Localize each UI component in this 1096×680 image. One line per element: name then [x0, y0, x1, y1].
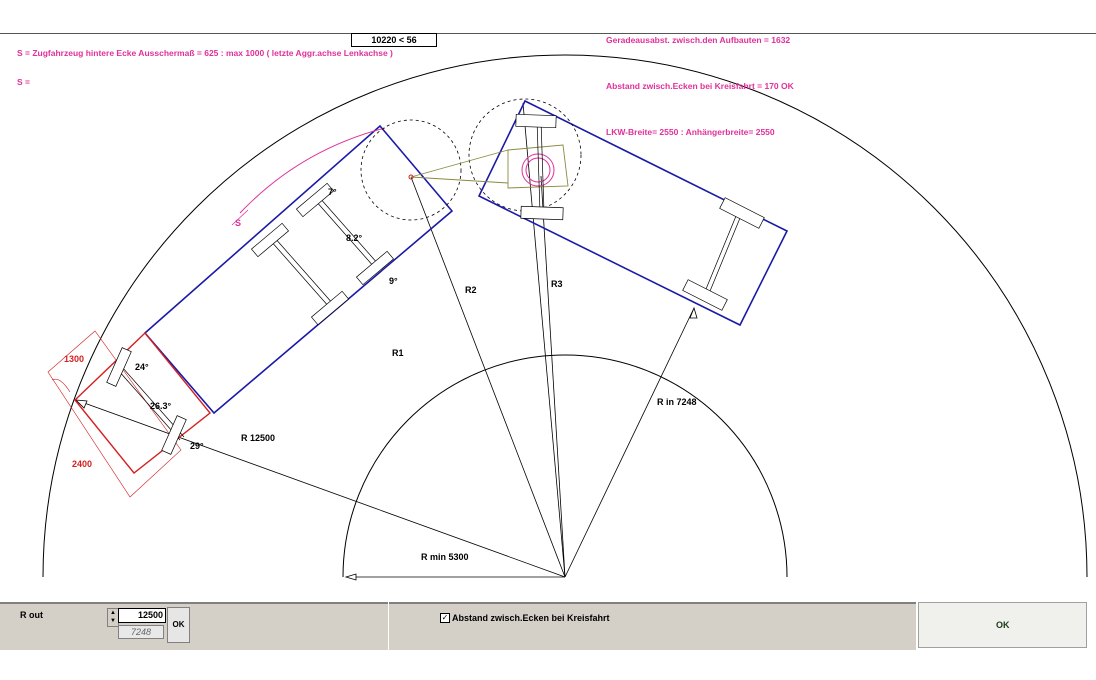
truck-wheel-2: [311, 291, 348, 324]
s-marker: S: [235, 218, 242, 228]
info-geradeausabstand: Geradeausabst. zwisch.den Aufbauten = 1632: [606, 35, 791, 45]
info-abstand-ecken: Abstand zwisch.Ecken bei Kreisfahrt = 170 OK: [606, 81, 794, 91]
truck-axle-1b: [274, 237, 334, 305]
info-ausschermass: S = Zugfahrzeug hintere Ecke Ausschermaß = 625 : max 1000 ( letzte Aggr.achse Lenkachse ): [17, 48, 393, 58]
label-r-in: R in 7248: [657, 397, 697, 407]
dim-2400: 2400: [72, 459, 93, 469]
r1-line: [411, 177, 565, 577]
label-r3: R3: [551, 279, 563, 289]
truck-axle-2b: [319, 197, 379, 265]
r-outer-line: [76, 400, 565, 577]
label-r1: R1: [392, 348, 404, 358]
abstand-checkbox[interactable]: ✓: [441, 613, 449, 622]
label-r-outer: R 12500: [241, 433, 276, 443]
spin-down-icon[interactable]: ▼: [110, 618, 116, 624]
angle-8-2: 8.2°: [346, 233, 363, 243]
truck-wheel-4: [356, 251, 393, 284]
ok-main-button[interactable]: OK: [996, 620, 1010, 630]
angle-9: 9°: [389, 276, 398, 286]
trailer-wheel-2: [521, 206, 563, 219]
turntable-ring-inner: [526, 158, 550, 182]
r-min-arrow: [346, 574, 356, 580]
truck-wheel-1: [251, 223, 288, 256]
inner-turning-arc: [343, 355, 787, 577]
radius-input-panel: [0, 602, 388, 650]
trailer-wheel-4: [683, 280, 728, 311]
trailer-wheel-3: [720, 198, 765, 229]
r-in-readonly-field: 7248: [118, 625, 164, 639]
angle-7: 7°: [328, 187, 337, 197]
truck-axle-2: [315, 200, 375, 268]
spin-up-icon[interactable]: ▲: [110, 610, 116, 616]
drawbar-line-1: [411, 150, 508, 177]
label-r-min: R min 5300: [421, 552, 469, 562]
trailer-front-axle: [537, 120, 540, 212]
cab-outline-red: [75, 333, 210, 473]
r-in-line: [565, 308, 694, 577]
truck-body-outline: [145, 126, 452, 413]
trailer-rear-axle: [708, 218, 740, 296]
info-breite: LKW-Breite= 2550 : Anhängerbreite= 2550: [606, 127, 775, 137]
cab-dim-arc: [52, 379, 70, 392]
truck-axle-1: [270, 240, 330, 308]
trailer-rear-axle-b: [704, 216, 736, 294]
abstand-checkbox-label: Abstand zwisch.Ecken bei Kreisfahrt: [452, 613, 610, 623]
label-r2: R2: [465, 285, 477, 295]
options-panel: [389, 602, 916, 650]
angle-24: 24°: [135, 362, 149, 372]
dim-1300: 1300: [64, 354, 85, 364]
ok-small-button[interactable]: OK: [167, 607, 190, 643]
r-out-label: R out: [20, 610, 43, 620]
r-out-input[interactable]: 12500: [118, 608, 166, 623]
outer-turning-arc: [43, 55, 1087, 577]
r2-line: [523, 103, 565, 577]
trailer-wheel-1: [516, 114, 556, 127]
angle-29: 29°: [190, 441, 204, 451]
info-s-empty: S =: [17, 77, 30, 87]
angle-26-3: 26.3°: [150, 401, 172, 411]
r-in-arrow: [690, 308, 697, 318]
angle-readout-box: 10220 < 56: [351, 33, 437, 47]
